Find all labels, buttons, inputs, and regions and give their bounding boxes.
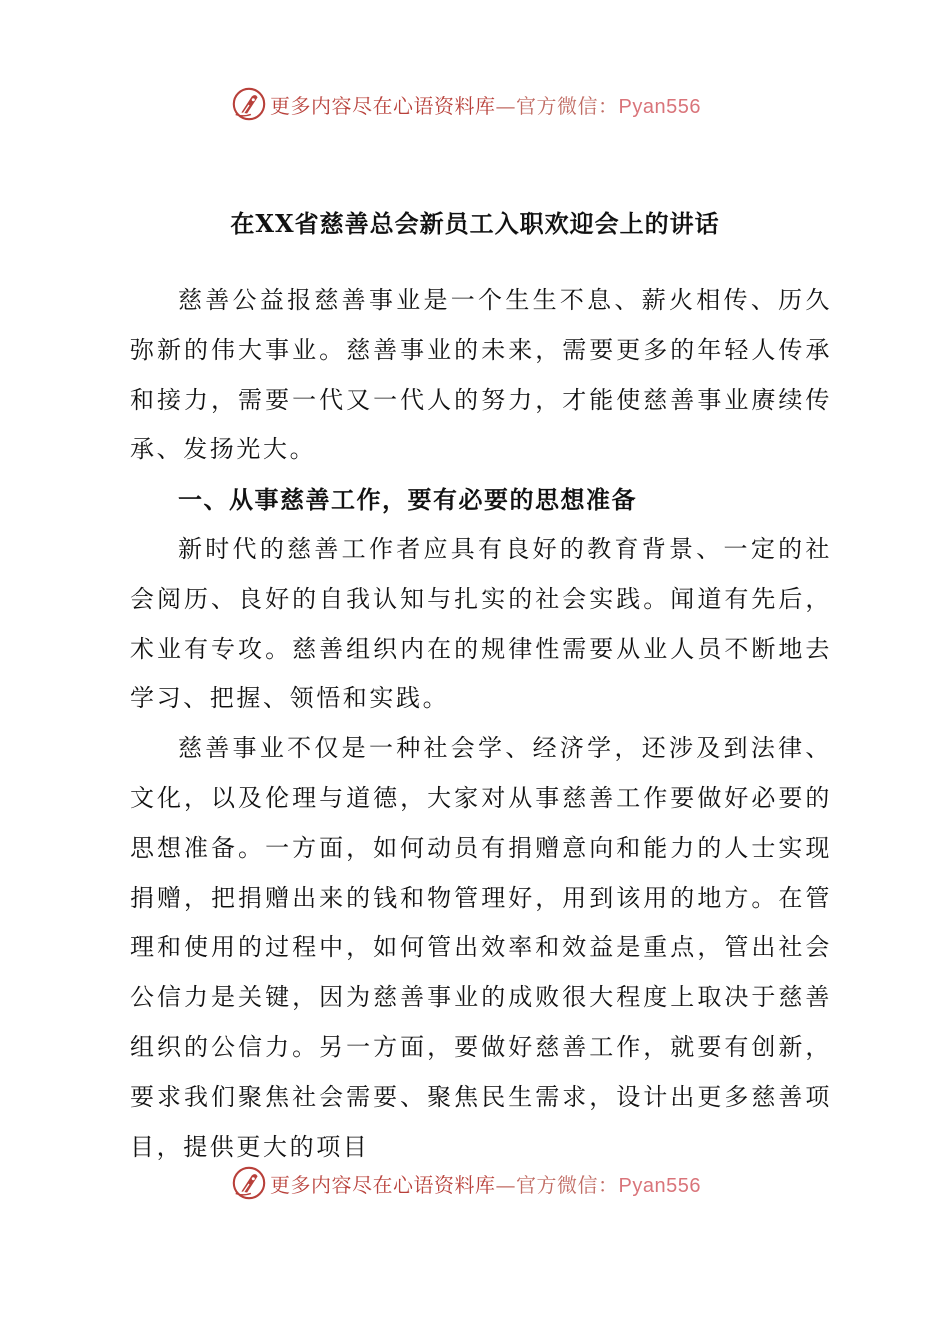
footer-watermark bbox=[230, 1163, 750, 1203]
watermark-wechat-label: 官方微信： bbox=[516, 1172, 619, 1197]
watermark-separator: — bbox=[495, 1172, 516, 1197]
watermark-wechat-id: Pyan556 bbox=[618, 1174, 701, 1197]
fountain-pen-logo-icon bbox=[230, 1164, 268, 1202]
document-body bbox=[130, 276, 832, 1172]
watermark-wechat-label: 官方微信： bbox=[516, 93, 619, 118]
paragraph: 慈善事业不仅是一种社会学、经济学，还涉及到法律、文化，以及伦理与道德，大家对从事慈善工作要做好必要的思想准备。一方面，如何动员有捐赠意向和能力的人士实现捐赠，把捐赠出来的钱和物管理好，用到该用的地方。在管理和使用的过程中，如何管出效率和效益是重点，管出社会公信力是关键，因为慈善事业的成败很大程度上取决于慈善组织的公信力。另一方面，要做好慈善工作，就要有创新，要求我们聚焦社会需要、聚焦民生需求，设计出更多慈善项目，提供更大的项目 bbox=[130, 734, 832, 1161]
watermark-text bbox=[270, 1169, 701, 1198]
paragraph: 新时代的慈善工作者应具有良好的教育背景、一定的社会阅历、良好的自我认知与扎实的社会实践。闻道有先后，术业有专攻。慈善组织内在的规律性需要从业人员不断地去学习、把握、领悟和实践。 bbox=[130, 534, 832, 713]
document-title: 在XX省慈善总会新员工入职欢迎会上的讲话 bbox=[230, 209, 720, 238]
watermark-wechat-id: Pyan556 bbox=[618, 95, 701, 118]
watermark-site-text: 更多内容尽在心语资料库 bbox=[270, 93, 496, 118]
paragraph: 慈善公益报慈善事业是一个生生不息、薪火相传、历久弥新的伟大事业。慈善事业的未来，需要更多的年轻人传承和接力，需要一代又一代人的努力，才能使慈善事业赓续传承、发扬光大。 bbox=[130, 286, 832, 464]
header-watermark bbox=[230, 84, 750, 124]
fountain-pen-logo-icon bbox=[230, 85, 268, 123]
watermark-site-text: 更多内容尽在心语资料库 bbox=[270, 1172, 496, 1197]
watermark-separator: — bbox=[495, 93, 516, 118]
section-heading: 一、从事慈善工作，要有必要的思想准备 bbox=[178, 485, 637, 515]
watermark-text bbox=[270, 90, 701, 119]
